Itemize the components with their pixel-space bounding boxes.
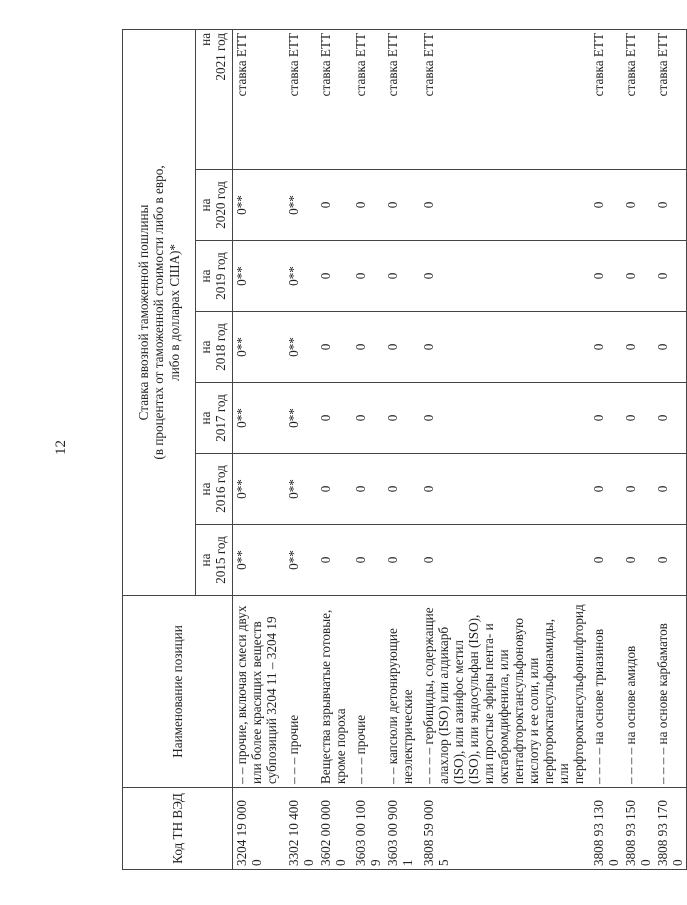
rate-2015: 0 bbox=[417, 525, 588, 596]
table-row bbox=[417, 29, 588, 869]
row-code: 3808 59 000 5 bbox=[417, 788, 588, 870]
table-row bbox=[587, 29, 622, 869]
table-row bbox=[654, 29, 687, 869]
rate-2015: 0** bbox=[233, 525, 281, 596]
rotated-table-wrapper bbox=[122, 30, 686, 870]
rate-2020: 0 bbox=[622, 170, 654, 241]
row-code: 3808 93 150 0 bbox=[622, 788, 654, 870]
row-code: 3603 00 100 9 bbox=[349, 788, 384, 870]
rate-2017: 0 bbox=[384, 383, 416, 454]
rate-2018: 0 bbox=[622, 312, 654, 383]
rate-2020: 0 bbox=[417, 170, 588, 241]
rate-2020: 0** bbox=[233, 170, 281, 241]
row-name: – – – – гербициды, содержащие алахлор (ISO) или алдикарб (ISO), или азинфос метил (ISO), или эндосульфан (ISO), или простые эфиры пента- и октабромдифенила, или пентафтороктансульфоновую кислоту и ее соли, или перфтороктансульфонамиды, или перфтороктансульфонилфторид bbox=[417, 596, 588, 788]
rate-2015: 0 bbox=[587, 525, 622, 596]
rate-2018: 0 bbox=[587, 312, 622, 383]
table-row bbox=[384, 29, 416, 869]
rate-2016: 0** bbox=[233, 454, 281, 525]
rate-2020: 0 bbox=[384, 170, 416, 241]
tariff-table bbox=[122, 29, 687, 870]
rate-2018: 0 bbox=[384, 312, 416, 383]
rate-2019: 0 bbox=[654, 241, 687, 312]
rate-2020: 0 bbox=[349, 170, 384, 241]
rate-2016: 0 bbox=[349, 454, 384, 525]
rate-2016: 0 bbox=[384, 454, 416, 525]
rate-2017: 0** bbox=[280, 383, 317, 454]
header-year-2016: на 2016 год bbox=[196, 454, 233, 525]
rate-2016: 0 bbox=[654, 454, 687, 525]
header-year-2019: на 2019 год bbox=[196, 241, 233, 312]
row-name: Вещества взрывчатые готовые, кроме пороха bbox=[317, 596, 349, 788]
header-year-2021: на 2021 год bbox=[196, 29, 233, 169]
rate-2018: 0 bbox=[349, 312, 384, 383]
rate-2017: 0 bbox=[317, 383, 349, 454]
row-code: 3302 10 400 0 bbox=[280, 788, 317, 870]
header-year-2017: на 2017 год bbox=[196, 383, 233, 454]
header-rate: Ставка ввозной таможенной пошлины (в процентах от таможенной стоимости либо в евро, либо в долларах США)* bbox=[123, 29, 196, 595]
rate-2015: 0 bbox=[622, 525, 654, 596]
row-code: 3204 19 000 0 bbox=[233, 788, 281, 870]
rate-2017: 0** bbox=[233, 383, 281, 454]
rate-2018: 0 bbox=[654, 312, 687, 383]
header-code: Код ТН ВЭД bbox=[123, 788, 233, 870]
rate-2021: ставка ЕТТ bbox=[587, 29, 622, 169]
rate-2021: ставка ЕТТ bbox=[654, 29, 687, 169]
table-row bbox=[622, 29, 654, 869]
rate-2015: 0 bbox=[317, 525, 349, 596]
table-body bbox=[233, 29, 687, 869]
rate-2019: 0** bbox=[280, 241, 317, 312]
row-code: 3602 00 000 0 bbox=[317, 788, 349, 870]
header-year-2020: на 2020 год bbox=[196, 170, 233, 241]
table-row bbox=[233, 29, 281, 869]
rate-2018: 0 bbox=[317, 312, 349, 383]
page-number: 12 bbox=[53, 440, 69, 455]
rate-2017: 0 bbox=[622, 383, 654, 454]
rate-2019: 0 bbox=[417, 241, 588, 312]
rate-2019: 0 bbox=[587, 241, 622, 312]
rate-2020: 0 bbox=[654, 170, 687, 241]
header-name: Наименование позиции bbox=[123, 596, 233, 788]
rate-2017: 0 bbox=[654, 383, 687, 454]
table-row bbox=[349, 29, 384, 869]
rate-2020: 0 bbox=[587, 170, 622, 241]
rate-2021: ставка ЕТТ bbox=[384, 29, 416, 169]
header-year-2018: на 2018 год bbox=[196, 312, 233, 383]
rate-2021: ставка ЕТТ bbox=[233, 29, 281, 169]
rate-2021: ставка ЕТТ bbox=[317, 29, 349, 169]
row-name: – – прочие, включая смеси двух или более красящих веществ субпозиций 3204 11 – 3204 19 bbox=[233, 596, 281, 788]
rate-2019: 0 bbox=[317, 241, 349, 312]
rate-2015: 0 bbox=[384, 525, 416, 596]
rate-2019: 0 bbox=[622, 241, 654, 312]
row-name: – – – – на основе амидов bbox=[622, 596, 654, 788]
table-header bbox=[123, 29, 233, 869]
rate-2015: 0 bbox=[349, 525, 384, 596]
rate-2018: 0 bbox=[417, 312, 588, 383]
row-name: – – – прочие bbox=[349, 596, 384, 788]
rate-2018: 0** bbox=[233, 312, 281, 383]
rate-2017: 0 bbox=[349, 383, 384, 454]
rate-2021: ставка ЕТТ bbox=[622, 29, 654, 169]
rate-2021: ставка ЕТТ bbox=[349, 29, 384, 169]
row-code: 3603 00 900 1 bbox=[384, 788, 416, 870]
rate-2017: 0 bbox=[417, 383, 588, 454]
row-name: – – капсюли детонирующие неэлектрические bbox=[384, 596, 416, 788]
rate-2016: 0 bbox=[417, 454, 588, 525]
rate-2016: 0 bbox=[317, 454, 349, 525]
row-name: – – – прочие bbox=[280, 596, 317, 788]
rate-2020: 0** bbox=[280, 170, 317, 241]
table-row bbox=[317, 29, 349, 869]
rate-2016: 0 bbox=[622, 454, 654, 525]
rate-2016: 0 bbox=[587, 454, 622, 525]
rate-2015: 0** bbox=[280, 525, 317, 596]
rate-2016: 0** bbox=[280, 454, 317, 525]
rate-2019: 0 bbox=[384, 241, 416, 312]
rate-2020: 0 bbox=[317, 170, 349, 241]
rate-2017: 0 bbox=[587, 383, 622, 454]
row-name: – – – – на основе карбаматов bbox=[654, 596, 687, 788]
rate-2021: ставка ЕТТ bbox=[280, 29, 317, 169]
rate-2018: 0** bbox=[280, 312, 317, 383]
row-code: 3808 93 130 0 bbox=[587, 788, 622, 870]
rate-2015: 0 bbox=[654, 525, 687, 596]
table-row bbox=[280, 29, 317, 869]
row-name: – – – – на основе триазинов bbox=[587, 596, 622, 788]
rate-2019: 0** bbox=[233, 241, 281, 312]
rate-2021: ставка ЕТТ bbox=[417, 29, 588, 169]
header-year-2015: на 2015 год bbox=[196, 525, 233, 596]
rate-2019: 0 bbox=[349, 241, 384, 312]
row-code: 3808 93 170 0 bbox=[654, 788, 687, 870]
